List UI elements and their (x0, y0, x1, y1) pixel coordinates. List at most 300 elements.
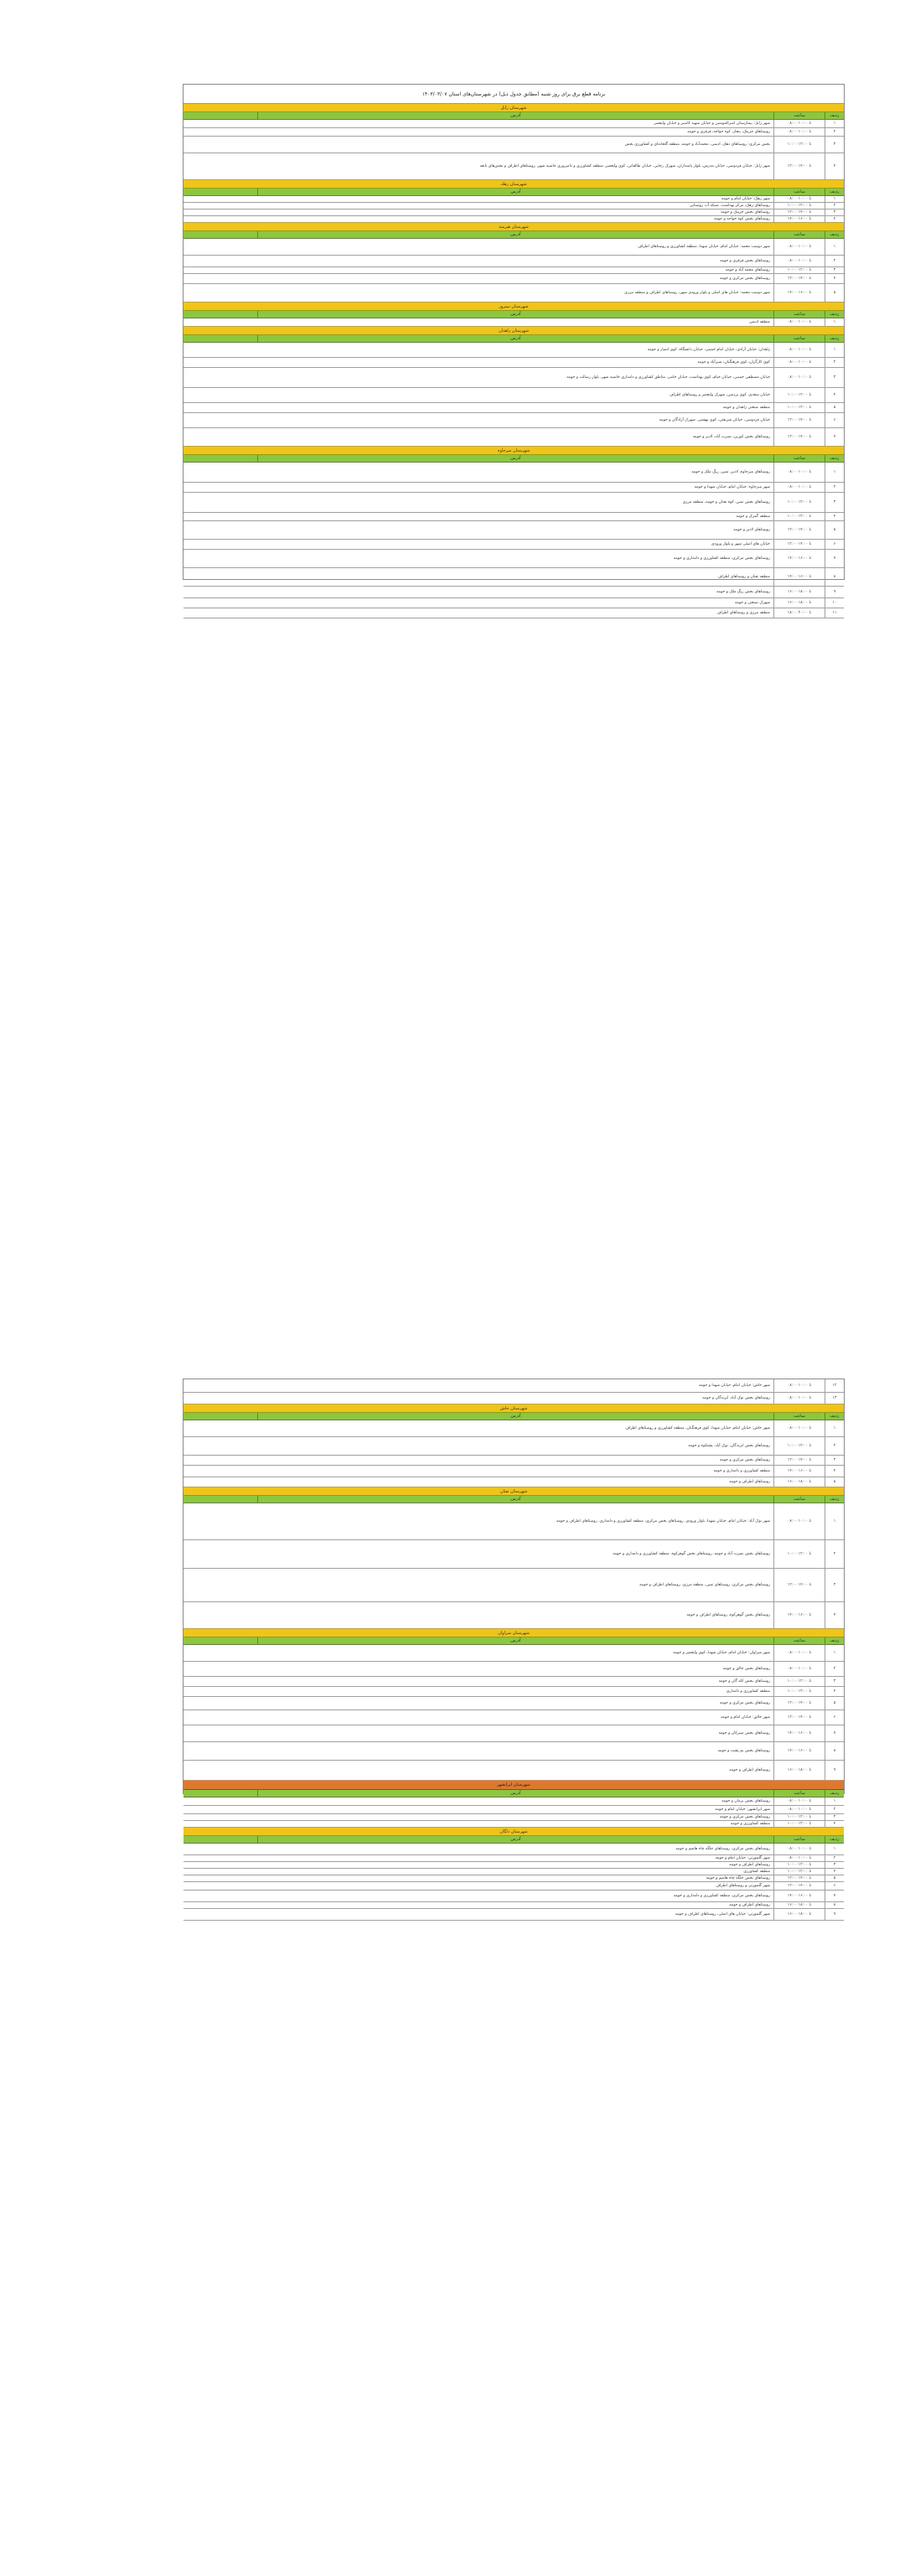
outage-area: روستاهای بخش سیرکان و حومه (718, 1731, 770, 1735)
outage-area: شهر خاش: خیابان امام، خیابان شهدا، کوی فرهنگیان، منطقه کشاورزی و روستاهای اطراف (625, 1426, 770, 1430)
table-row (184, 1844, 844, 1855)
column-header-time: ساعت (773, 455, 825, 462)
row-number: ۴ (825, 513, 844, 520)
row-number: ۳ (825, 1456, 844, 1465)
outage-area: شهرک صنعتی و حومه (734, 601, 770, 605)
outage-time: ۱۲:۰۰ تا ۱۴:۰۰ (773, 1882, 825, 1890)
column-header-address: آدرس (510, 189, 521, 194)
row-number: ۱ (825, 1844, 844, 1854)
outage-area: شهر زابل: خیابان فردوسی، خیابان مدرس، بلوار پاسداران، شهرک رجایی، خیابان طالقانی، کوی ولیعصر، منطقه کشاورزی و دامپروری حاشیه شهر، روستاهای اطراف و بخش‌های تابعه (479, 164, 770, 168)
column-header-row (184, 1413, 844, 1420)
table-row (184, 1687, 844, 1697)
column-header-number: ردیف (825, 335, 844, 342)
table-row (184, 1503, 844, 1540)
outage-area: منطقه کشاورزی و دامداری و حومه (713, 1469, 770, 1473)
column-header-row (184, 189, 844, 196)
outage-area: شهر گلمورتی و روستاهای اطراف (716, 1884, 770, 1888)
table-row (184, 1477, 844, 1487)
row-number: ۱۳ (825, 1393, 844, 1404)
outage-time: ۰۸:۰۰ تا ۱۰:۰۰ (773, 1662, 825, 1676)
table-row (184, 521, 844, 540)
column-header-number: ردیف (825, 311, 844, 318)
outage-time: ۱۴:۰۰ تا ۱۶:۰۰ (773, 568, 825, 586)
column-header-number: ردیف (825, 1836, 844, 1843)
row-number: ۸ (825, 568, 844, 586)
outage-time: ۱۶:۰۰ تا ۱۸:۰۰ (773, 1909, 825, 1920)
table-row (184, 318, 844, 327)
outage-time: ۱۴:۰۰ تا ۱۶:۰۰ (773, 1466, 825, 1477)
outage-area: روستاهای جزینک، بنجار، کوه خواجه، قرقری و حومه (687, 130, 770, 134)
row-number: ۲ (825, 256, 844, 266)
column-header-number: ردیف (825, 112, 844, 119)
outage-area: شهر سراوان: خیابان امام، خیابان شهدا، کوی ولیعصر و حومه (673, 1651, 770, 1655)
row-number: ۳ (825, 1569, 844, 1601)
row-number: ۲ (825, 1437, 844, 1455)
row-number: ۶ (825, 1882, 844, 1890)
row-number: ۶ (825, 540, 844, 549)
outage-time: ۰۸:۰۰ تا ۱۰:۰۰ (773, 239, 825, 255)
column-header-time: ساعت (773, 112, 825, 119)
table-row (184, 493, 844, 513)
column-header-time: ساعت (773, 1836, 825, 1843)
column-header-row (184, 455, 844, 463)
table-row (184, 239, 844, 256)
outage-area: خیابان سعدی، کوی پردیس، شهرک ولیعصر و روستاهای اطراف (669, 393, 770, 397)
table-row (184, 1891, 844, 1902)
outage-area: روستاهای بخش جالق و حومه (722, 1667, 770, 1671)
row-number: ۲ (825, 1806, 844, 1813)
row-number: ۲ (825, 1540, 844, 1568)
outage-area: روستاهای بخش نصرت آباد و حومه، روستاهای بخش گوهرکوه، منطقه کشاورزی و دامداری و حومه (613, 1552, 770, 1556)
column-header-address: آدرس (510, 336, 521, 341)
outage-time: ۰۸:۰۰ تا ۱۰:۰۰ (773, 463, 825, 482)
table-row (184, 1466, 844, 1477)
row-number: ۵ (825, 403, 844, 412)
table-row (184, 413, 844, 428)
outage-time: ۱۲:۰۰ تا ۱۴:۰۰ (773, 1697, 825, 1710)
outage-time: ۱۰:۰۰ تا ۱۲:۰۰ (773, 137, 825, 153)
row-number: ۶ (825, 413, 844, 427)
outage-time: ۱۲:۰۰ تا ۱۴:۰۰ (773, 1456, 825, 1465)
column-header-address: آدرس (510, 456, 521, 461)
outage-time: ۱۴:۰۰ تا ۱۶:۰۰ (773, 550, 825, 567)
row-number: ۳ (825, 1862, 844, 1868)
column-spacer (184, 112, 258, 119)
table-row (184, 1909, 844, 1921)
column-spacer (184, 1637, 258, 1644)
outage-time: ۱۲:۰۰ تا ۱۴:۰۰ (773, 1710, 825, 1725)
table-row (184, 203, 844, 209)
row-number: ۵ (825, 1875, 844, 1881)
column-header-number: ردیف (825, 231, 844, 238)
outage-time: ۱۰:۰۰ تا ۱۲:۰۰ (773, 1869, 825, 1875)
outage-area: شهر دوست محمد: خیابان های اصلی و بلوار ورودی شهر، روستاهای اطراف و منطقه مرزی (624, 291, 770, 295)
document-page-2 (183, 1379, 845, 1916)
row-number: ۳ (825, 137, 844, 153)
table-row (184, 1677, 844, 1687)
row-number: ۳ (825, 209, 844, 215)
city-header: شهرستان زاهدان (184, 327, 844, 335)
city-header: شهرستان ایرانشهر (184, 1781, 844, 1790)
outage-area: روستاهای بخش نوک آباد، ایرندگان و حومه (702, 1396, 770, 1400)
row-number: ۱ (825, 463, 844, 482)
column-spacer (184, 189, 258, 195)
outage-time: ۰۸:۰۰ تا ۱۰:۰۰ (773, 368, 825, 387)
row-number: ۱ (825, 1420, 844, 1436)
column-header-address: آدرس (510, 1414, 521, 1419)
row-number: ۷ (825, 1891, 844, 1901)
row-number: ۱ (825, 239, 844, 255)
outage-area: زاهدان: خیابان آزادی، خیابان امام خمینی، خیابان دانشگاه، کوی انصار و حومه (647, 348, 770, 352)
outage-area: منطقه مرزی و روستاهای اطراف (716, 611, 770, 615)
city-header: شهرستان زابل (184, 104, 844, 112)
outage-area: روستاهای بخش مرکزی، روستاهای جلگه چاه هاشم و حومه (675, 1847, 770, 1851)
table-row (184, 1855, 844, 1862)
outage-time: ۱۰:۰۰ تا ۱۲:۰۰ (773, 203, 825, 209)
column-header-time: ساعت (773, 189, 825, 195)
row-number: ۳ (825, 368, 844, 387)
outage-time: ۱۴:۰۰ تا ۱۶:۰۰ (773, 284, 825, 302)
column-header-row (184, 1790, 844, 1798)
column-spacer (184, 1413, 258, 1420)
table-row (184, 137, 844, 153)
row-number: ۳ (825, 1677, 844, 1686)
table-row (184, 1742, 844, 1761)
outage-time: ۱۲:۰۰ تا ۱۴:۰۰ (773, 209, 825, 215)
city-header: شهرستان دلگان (184, 1828, 844, 1836)
city-header: شهرستان میرجاوه (184, 447, 844, 455)
outage-area: روستاهای بخش مرکزی و حومه (719, 1815, 770, 1819)
outage-area: منطقه گمرک و حومه (736, 515, 770, 519)
table-row (184, 587, 844, 598)
outage-area: روستاهای بخش جزینک و حومه (721, 210, 770, 215)
outage-area: روستاهای بخش کورین، نصرت آباد، لادیز و حومه (692, 435, 770, 439)
table-row (184, 1437, 844, 1456)
table-row (184, 284, 844, 303)
table-row (184, 513, 844, 521)
outage-time: ۱۰:۰۰ تا ۱۲:۰۰ (773, 267, 825, 273)
row-number: ۱ (825, 196, 844, 202)
table-row (184, 120, 844, 128)
table-row (184, 1902, 844, 1909)
column-header-number: ردیف (825, 189, 844, 195)
outage-time: ۰۸:۰۰ تا ۱۰:۰۰ (773, 1393, 825, 1404)
outage-table-continued (184, 1379, 844, 1921)
table-row (184, 267, 844, 274)
outage-time: ۰۸:۰۰ تا ۱۰:۰۰ (773, 196, 825, 202)
table-row (184, 1602, 844, 1629)
row-number: ۹ (825, 1761, 844, 1780)
outage-table (184, 104, 844, 618)
table-row (184, 568, 844, 587)
column-header-time: ساعت (773, 1496, 825, 1503)
column-header-address: آدرس (510, 1497, 521, 1502)
table-row (184, 540, 844, 550)
row-number: ۱۰ (825, 598, 844, 608)
column-header-time: ساعت (773, 1790, 825, 1797)
row-number: ۱ (825, 120, 844, 127)
column-header-number: ردیف (825, 455, 844, 462)
outage-area: منطقه تفتان و روستاهای اطراف (717, 575, 770, 579)
row-number: ۱ (825, 318, 844, 326)
column-header-address: آدرس (510, 312, 521, 317)
row-number: ۲ (825, 203, 844, 209)
row-number: ۴ (825, 1466, 844, 1477)
outage-area: روستاهای زهک، مرکز بهداشت، شبکه آب روستایی (689, 204, 770, 208)
table-row (184, 550, 844, 568)
table-row (184, 256, 844, 267)
column-spacer (184, 1496, 258, 1503)
row-number: ۵ (825, 284, 844, 302)
table-row (184, 196, 844, 203)
table-row (184, 1806, 844, 1814)
outage-area: روستاهای بخش مرکزی و حومه (719, 1458, 770, 1462)
table-row (184, 1540, 844, 1569)
row-number: ۱ (825, 1645, 844, 1661)
outage-time: ۰۸:۰۰ تا ۱۰:۰۰ (773, 1844, 825, 1854)
row-number: ۹ (825, 587, 844, 597)
column-header-row (184, 1637, 844, 1645)
document-title: برنامه قطع برق برای روز شنبه (مطابق جدول ذیل) در شهرستان‌های استان ۱۴۰۳/۰۳/۰۷ (184, 85, 844, 104)
table-row (184, 1456, 844, 1466)
row-number: ۱ (825, 1798, 844, 1805)
column-spacer (184, 335, 258, 342)
outage-area: منطقه کشاورزی و دامداری (726, 1689, 770, 1694)
table-row (184, 483, 844, 493)
column-header-time: ساعت (773, 1637, 825, 1644)
outage-time: ۱۴:۰۰ تا ۱۶:۰۰ (773, 1602, 825, 1628)
outage-time: ۱۲:۰۰ تا ۱۴:۰۰ (773, 428, 825, 446)
outage-area: شهر گلمورتی: خیابان امام و حومه (715, 1856, 770, 1860)
row-number: ۱ (825, 343, 844, 357)
outage-time: ۱۰:۰۰ تا ۱۲:۰۰ (773, 1862, 825, 1868)
column-header-address: آدرس (510, 1837, 521, 1842)
table-row (184, 128, 844, 137)
row-number: ۳ (825, 267, 844, 273)
outage-area: شهر زهک: خیابان امام و حومه (721, 197, 770, 201)
outage-area: روستاهای میرجاوه، لادیز، تمین، ریگ ملک و حومه (691, 470, 770, 474)
row-number: ۴ (825, 1602, 844, 1628)
outage-time: ۰۸:۰۰ تا ۱۰:۰۰ (773, 1645, 825, 1661)
outage-area: روستاهای بخش گوهرکوه، روستاهای اطراف و حومه (686, 1613, 770, 1617)
outage-time: ۱۲:۰۰ تا ۱۴:۰۰ (773, 1569, 825, 1601)
outage-time: ۰۸:۰۰ تا ۱۰:۰۰ (773, 343, 825, 357)
column-header-time: ساعت (773, 231, 825, 238)
outage-area: منطقه کشاورزی (743, 1870, 770, 1874)
outage-area: روستاهای اطراف و حومه (729, 1863, 770, 1867)
table-row (184, 1379, 844, 1393)
outage-time: ۰۸:۰۰ تا ۱۰:۰۰ (773, 358, 825, 367)
outage-area: شهر جالق: خیابان امام و حومه (721, 1715, 770, 1720)
outage-time: ۰۸:۰۰ تا ۱۰:۰۰ (773, 483, 825, 492)
outage-area: کوی کارگران، کوی فرهنگیان، شیرآباد و حومه (697, 360, 770, 365)
outage-area: خیابان مصطفی خمینی، خیابان خیام، کوی بهداشت، خیابان جامی، مناطق کشاورزی و دامداری حاشیه شهر، بلوار رسالت و حومه (566, 375, 770, 380)
city-header: شهرستان زهک (184, 180, 844, 189)
row-number: ۲ (825, 483, 844, 492)
table-row (184, 598, 844, 608)
outage-time: ۱۸:۰۰ تا ۲۰:۰۰ (773, 608, 825, 618)
outage-time: ۰۸:۰۰ تا ۱۰:۰۰ (773, 1798, 825, 1805)
row-number: ۲ (825, 1855, 844, 1861)
outage-time: ۱۶:۰۰ تا ۱۸:۰۰ (773, 1761, 825, 1780)
outage-time: ۱۰:۰۰ تا ۱۲:۰۰ (773, 1677, 825, 1686)
row-number: ۴ (825, 1869, 844, 1875)
column-header-address: آدرس (510, 113, 521, 118)
table-row (184, 608, 844, 618)
column-header-row (184, 335, 844, 343)
table-row (184, 1814, 844, 1821)
outage-area: روستاهای بخش بزمان و حومه (721, 1799, 770, 1803)
outage-time: ۱۰:۰۰ تا ۱۲:۰۰ (773, 1821, 825, 1827)
table-row (184, 1697, 844, 1710)
row-number: ۸ (825, 1902, 844, 1908)
row-number: ۵ (825, 1477, 844, 1487)
row-number: ۵ (825, 1697, 844, 1710)
column-header-row (184, 1836, 844, 1844)
column-header-row (184, 1496, 844, 1503)
outage-area: روستاهای اطراف و حومه (729, 1903, 770, 1907)
table-row (184, 1882, 844, 1891)
outage-area: روستاهای اطراف و حومه (729, 1480, 770, 1484)
outage-time: ۰۸:۰۰ تا ۱۰:۰۰ (773, 128, 825, 136)
outage-area: روستاهای بخش مرکزی، روستاهای تمین، منطقه مرزی، روستاهای اطراف و حومه (639, 1583, 770, 1587)
row-number: ۴ (825, 153, 844, 179)
table-row (184, 1875, 844, 1882)
outage-area: شهر دوست محمد: خیابان امام، خیابان شهدا، منطقه کشاورزی و روستاهای اطراف (638, 245, 770, 249)
column-header-address: آدرس (510, 1638, 521, 1643)
document-page-1 (183, 84, 845, 615)
outage-area: روستاهای بخش مرکزی و حومه (719, 277, 770, 281)
outage-area: خیابان فردوسی، خیابان شریعتی، کوی بهشتی، شهرک آزادگان و حومه (659, 418, 770, 422)
outage-time: ۱۶:۰۰ تا ۱۸:۰۰ (773, 598, 825, 608)
table-row (184, 1393, 844, 1404)
row-number: ۴ (825, 216, 844, 222)
column-header-row (184, 112, 844, 120)
table-row (184, 1821, 844, 1828)
outage-time: ۱۶:۰۰ تا ۱۸:۰۰ (773, 1902, 825, 1908)
row-number: ۴ (825, 1687, 844, 1696)
row-number: ۵ (825, 521, 844, 539)
row-number: ۷ (825, 428, 844, 446)
row-number: ۸ (825, 1742, 844, 1760)
outage-area: شهر خاش: خیابان امام، خیابان شهدا و حومه (699, 1384, 770, 1388)
column-header-number: ردیف (825, 1637, 844, 1644)
outage-area: روستاهای محمد آباد و حومه (725, 268, 770, 272)
column-header-time: ساعت (773, 1413, 825, 1420)
outage-time: ۱۶:۰۰ تا ۱۸:۰۰ (773, 1477, 825, 1487)
column-header-address: آدرس (510, 232, 521, 237)
row-number: ۱ (825, 1503, 844, 1539)
table-row (184, 1420, 844, 1437)
outage-time: ۱۰:۰۰ تا ۱۲:۰۰ (773, 403, 825, 412)
city-header: شهرستان سراوان (184, 1629, 844, 1637)
outage-time: ۰۸:۰۰ تا ۱۰:۰۰ (773, 256, 825, 266)
outage-area: روستاهای بخش مرکزی، منطقه کشاورزی و دامداری و حومه (673, 1894, 770, 1898)
row-number: ۶ (825, 1710, 844, 1725)
outage-time: ۱۰:۰۰ تا ۱۲:۰۰ (773, 388, 825, 402)
outage-time: ۱۶:۰۰ تا ۱۸:۰۰ (773, 587, 825, 597)
column-header-time: ساعت (773, 311, 825, 318)
row-number: ۴ (825, 1821, 844, 1827)
outage-area: منطقه کشاورزی و حومه (730, 1822, 770, 1826)
outage-area: روستاهای بخش ریگ ملک و حومه (716, 590, 770, 594)
outage-time: ۱۴:۰۰ تا ۱۶:۰۰ (773, 216, 825, 222)
column-spacer (184, 311, 258, 318)
outage-area: روستاهای لادیز و حومه (733, 528, 770, 532)
outage-time: ۱۰:۰۰ تا ۱۲:۰۰ (773, 1814, 825, 1820)
outage-area: روستاهای بخش قرقری و حومه (720, 259, 770, 263)
city-header: شهرستان نیمروز (184, 303, 844, 311)
outage-area: روستاهای بخش بم پشت و حومه (717, 1749, 770, 1753)
column-header-number: ردیف (825, 1413, 844, 1420)
column-spacer (184, 1790, 258, 1797)
city-header: شهرستان تفتان (184, 1487, 844, 1496)
column-spacer (184, 1836, 258, 1843)
table-row (184, 1862, 844, 1869)
outage-time: ۱۲:۰۰ تا ۱۴:۰۰ (773, 1875, 825, 1881)
row-number: ۲ (825, 1662, 844, 1676)
outage-area: روستاهای اطراف و حومه (729, 1768, 770, 1772)
outage-time: ۱۰:۰۰ تا ۱۲:۰۰ (773, 1437, 825, 1455)
table-row (184, 1761, 844, 1781)
table-row (184, 428, 844, 447)
column-header-address: آدرس (510, 1791, 521, 1796)
outage-area: روستاهای بخش تمین، کوه تفتان و حومه، منطقه مرزی (682, 500, 770, 504)
table-row (184, 403, 844, 413)
row-number: ۱۱ (825, 608, 844, 618)
table-row (184, 1869, 844, 1875)
row-number: ۹ (825, 1909, 844, 1920)
outage-time: ۱۴:۰۰ تا ۱۶:۰۰ (773, 1725, 825, 1741)
outage-area: روستاهای بخش کوه خواجه و حومه (713, 217, 770, 221)
outage-time: ۰۸:۰۰ تا ۱۰:۰۰ (773, 1855, 825, 1861)
outage-time: ۱۰:۰۰ تا ۱۲:۰۰ (773, 1687, 825, 1696)
table-row (184, 1569, 844, 1602)
outage-time: ۰۸:۰۰ تا ۱۰:۰۰ (773, 318, 825, 326)
table-row (184, 1645, 844, 1662)
column-header-row (184, 311, 844, 318)
table-row (184, 358, 844, 368)
outage-area: شهر میرجاوه: خیابان امام، خیابان شهدا و حومه (694, 485, 770, 489)
outage-time: ۰۸:۰۰ تا ۱۰:۰۰ (773, 1806, 825, 1813)
outage-time: ۱۰:۰۰ تا ۱۲:۰۰ (773, 493, 825, 512)
outage-area: شهر گلمورتی: خیابان های اصلی، روستاهای اطراف و حومه (675, 1912, 770, 1916)
outage-time: ۱۲:۰۰ تا ۱۴:۰۰ (773, 413, 825, 427)
table-row (184, 1798, 844, 1806)
table-row (184, 1710, 844, 1725)
outage-area: روستاهای بخش ایرندگان، نوک آباد، پشتکوه و حومه (688, 1444, 770, 1448)
outage-time: ۱۰:۰۰ تا ۱۲:۰۰ (773, 513, 825, 520)
column-header-number: ردیف (825, 1790, 844, 1797)
outage-time: ۱۴:۰۰ تا ۱۶:۰۰ (773, 1742, 825, 1760)
row-number: ۷ (825, 1725, 844, 1741)
table-row (184, 343, 844, 358)
outage-area: روستاهای بخش جلگه چاه هاشم و حومه (706, 1876, 770, 1880)
outage-area: روستاهای بخش کله گان و حومه (718, 1679, 770, 1684)
column-header-number: ردیف (825, 1496, 844, 1503)
row-number: ۲ (825, 358, 844, 367)
column-header-row (184, 231, 844, 239)
table-row (184, 368, 844, 388)
outage-area: منطقه ادیمی (749, 320, 770, 324)
table-row (184, 274, 844, 284)
row-number: ۳ (825, 493, 844, 512)
column-header-time: ساعت (773, 335, 825, 342)
outage-area: بخش مرکزی: روستاهای دهک، ادیمی، محمدآباد و حومه، منطقه گلخانه‌ای و کشاورزی بخش (624, 142, 770, 147)
column-spacer (184, 455, 258, 462)
outage-area: روستاهای بخش مرکزی و حومه (719, 1701, 770, 1705)
outage-time: ۱۲:۰۰ تا ۱۴:۰۰ (773, 540, 825, 549)
